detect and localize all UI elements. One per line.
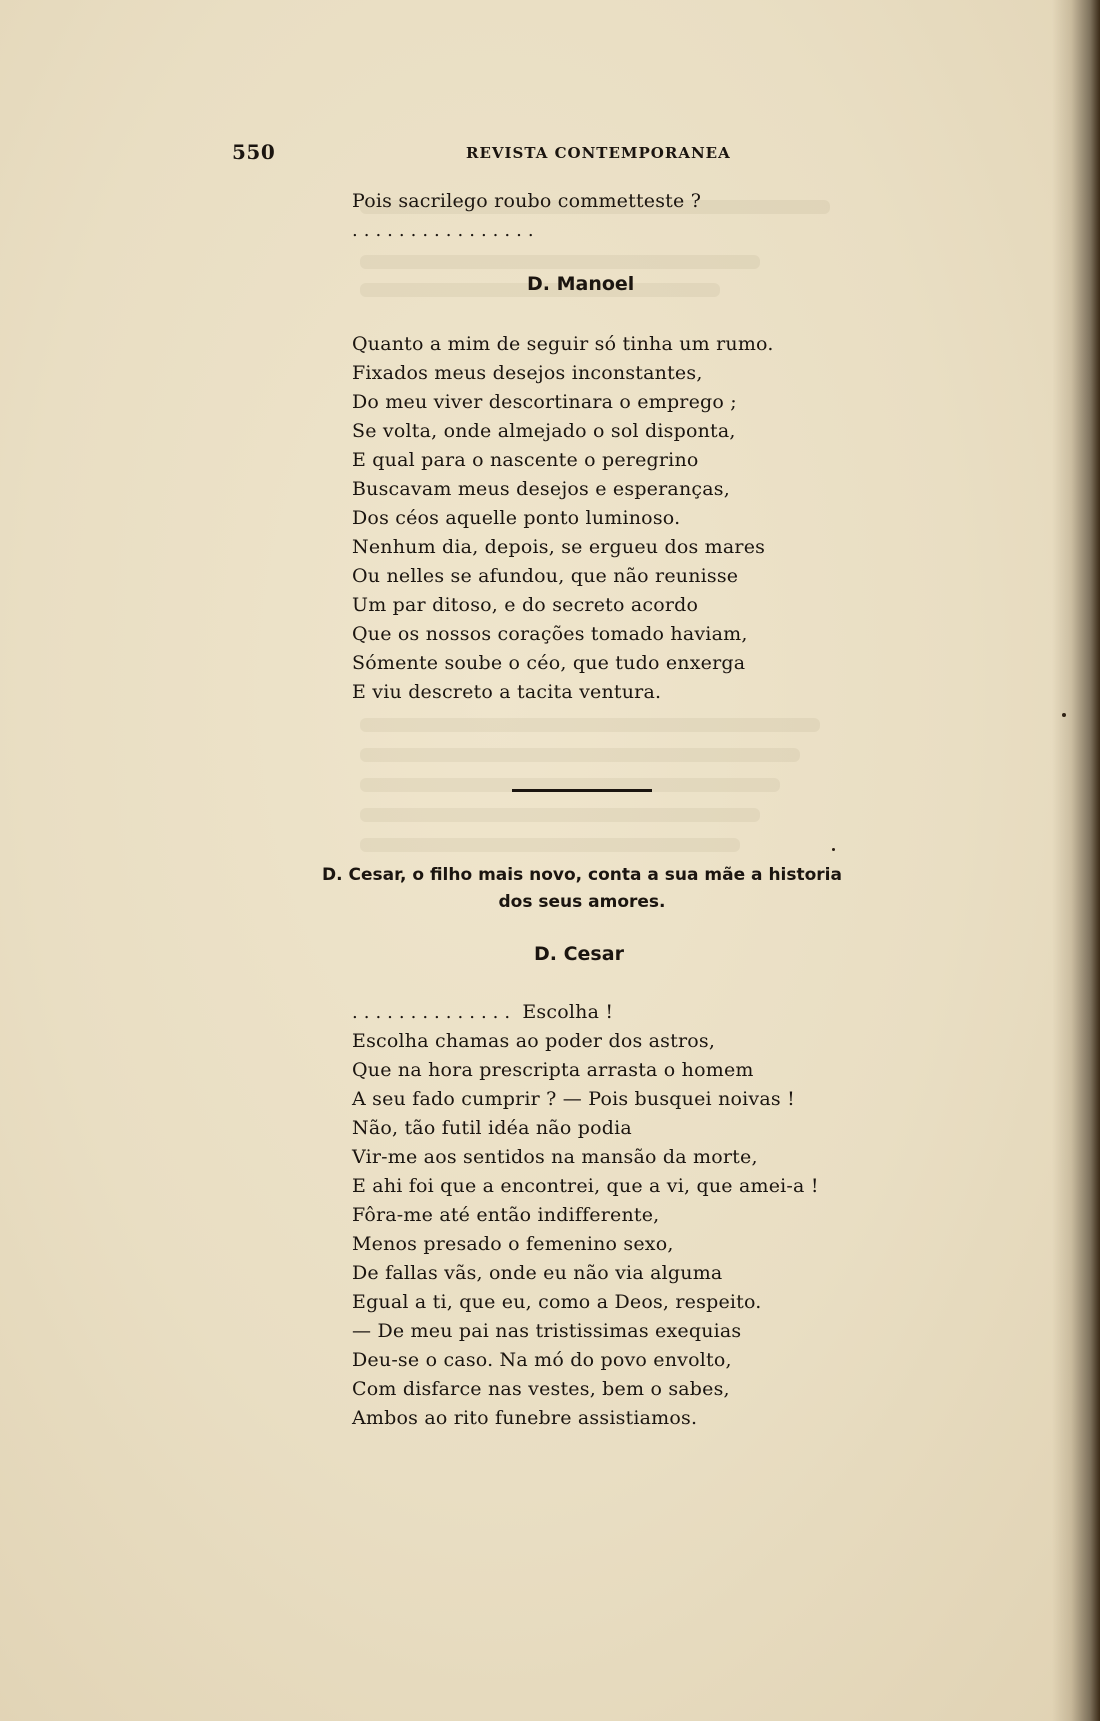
verse-line: Buscavam meus desejos e esperanças, bbox=[352, 478, 730, 500]
page-number: 550 bbox=[232, 140, 276, 164]
verse-line: Um par ditoso, e do secreto acordo bbox=[352, 594, 699, 616]
verse-block-cesar bbox=[352, 998, 819, 1433]
verse-line: Pois sacrilego roubo commetteste ? bbox=[352, 190, 702, 212]
speaker-heading: D. Manoel bbox=[527, 273, 635, 295]
show-through bbox=[360, 808, 760, 822]
paper-speck bbox=[832, 848, 835, 851]
verse-line: — De meu pai nas tristissimas exequias bbox=[352, 1320, 742, 1342]
scene-note-line: dos seus amores. bbox=[498, 892, 666, 912]
verse-line: A seu fado cumprir ? — Pois busquei noivas ! bbox=[352, 1088, 795, 1110]
verse-line: Que os nossos corações tomado haviam, bbox=[352, 623, 748, 645]
verse-line: Se volta, onde almejado o sol disponta, bbox=[352, 420, 736, 442]
verse-line: De fallas vãs, onde eu não via alguma bbox=[352, 1262, 723, 1284]
verse-line: Com disfarce nas vestes, bem o sabes, bbox=[352, 1378, 730, 1400]
verse-line: Do meu viver descortinara o emprego ; bbox=[352, 391, 737, 413]
verse-line: E viu descreto a tacita ventura. bbox=[352, 681, 662, 703]
section-divider bbox=[512, 789, 652, 792]
verse-line-text: Escolha ! bbox=[522, 1001, 614, 1023]
scene-note-line: D. Cesar, o filho mais novo, conta a sua mãe a historia bbox=[322, 865, 842, 885]
verse-line: Dos céos aquelle ponto luminoso. bbox=[352, 507, 681, 529]
show-through bbox=[360, 255, 760, 269]
verse-line: Fôra-me até então indifferente, bbox=[352, 1204, 660, 1226]
ellipsis-line: ................ bbox=[352, 220, 540, 241]
ellipsis-line: .............. bbox=[352, 1002, 517, 1023]
verse-line: Sómente soube o céo, que tudo enxerga bbox=[352, 652, 746, 674]
verse-line: Ou nelles se afundou, que não reunisse bbox=[352, 565, 739, 587]
verse-line: Que na hora prescripta arrasta o homem bbox=[352, 1059, 754, 1081]
verse-line: E qual para o nascente o peregrino bbox=[352, 449, 699, 471]
verse-line: Fixados meus desejos inconstantes, bbox=[352, 362, 703, 384]
verse-line: Egual a ti, que eu, como a Deos, respeito. bbox=[352, 1291, 762, 1313]
show-through bbox=[360, 748, 800, 762]
verse-line: Ambos ao rito funebre assistiamos. bbox=[352, 1407, 698, 1429]
speaker-heading: D. Cesar bbox=[534, 943, 624, 965]
verse-line: Deu-se o caso. Na mó do povo envolto, bbox=[352, 1349, 732, 1371]
verse-line: Vir-me aos sentidos na mansão da morte, bbox=[352, 1146, 758, 1168]
verse-block-manoel bbox=[352, 330, 774, 707]
verse-line bbox=[352, 998, 819, 1027]
verse-line: Escolha chamas ao poder dos astros, bbox=[352, 1030, 716, 1052]
page-header bbox=[232, 140, 752, 170]
opening-fragment bbox=[352, 187, 701, 245]
show-through bbox=[360, 838, 740, 852]
verse-line: Quanto a mim de seguir só tinha um rumo. bbox=[352, 333, 774, 355]
verse-line: E ahi foi que a encontrei, que a vi, que amei-a ! bbox=[352, 1175, 819, 1197]
scene-description bbox=[282, 862, 882, 916]
page-edge-shadow bbox=[1052, 0, 1100, 1721]
verse-line: Nenhum dia, depois, se ergueu dos mares bbox=[352, 536, 766, 558]
running-title: REVISTA CONTEMPORANEA bbox=[466, 144, 731, 162]
verse-line: Menos presado o femenino sexo, bbox=[352, 1233, 674, 1255]
verse-line: Não, tão futil idéa não podia bbox=[352, 1117, 632, 1139]
show-through bbox=[360, 718, 820, 732]
